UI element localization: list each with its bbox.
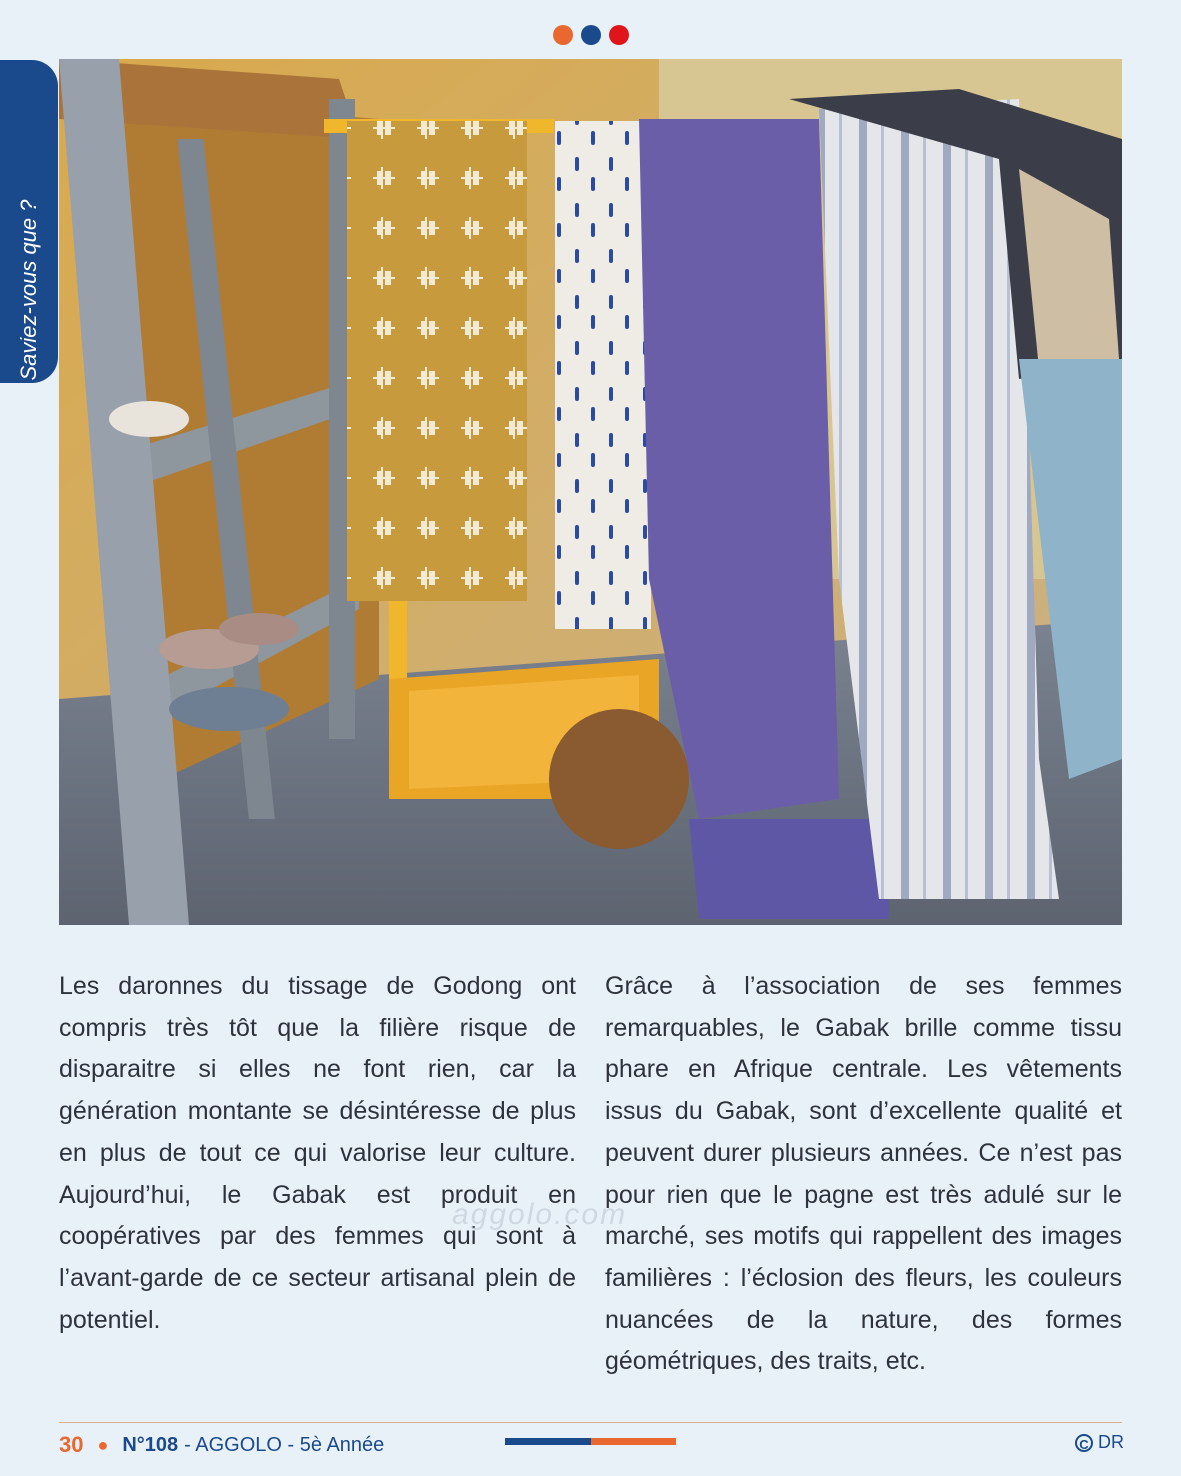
watermark: aggolo.com xyxy=(452,1198,628,1231)
publication-name: - AGGOLO - 5è Année xyxy=(184,1433,385,1456)
fabric-photo xyxy=(59,59,1122,925)
section-tab-label: Saviez-vous que ? xyxy=(16,199,41,381)
copyright-icon: C xyxy=(1075,1434,1093,1452)
photo-credit xyxy=(1075,1432,1124,1453)
footer-divider xyxy=(59,1422,1122,1423)
header-dots xyxy=(553,25,629,45)
issue-number: N°108 xyxy=(122,1433,179,1456)
footer-accent-blue xyxy=(505,1438,591,1445)
footer-accent-bar xyxy=(505,1438,676,1445)
section-tab xyxy=(0,60,58,383)
page-number: 30 xyxy=(59,1432,84,1457)
article-right-column: Grâce à l’association de ses femmes remarquables, le Gabak brille comme tissu phare en Afrique centrale. Les vêtements issus du Gabak, sont d’excellente qualité et peuvent durer plusieurs années. Ce n’est pas pour rien que le pagne est très adulé sur le marché, ses motifs qui rappellent des images familières : l’éclosion des fleurs, les couleurs nuancées de la nature, des formes géométriques, des traits, etc. xyxy=(605,972,1122,1376)
blue-dot xyxy=(581,25,601,45)
footer-accent-orange xyxy=(591,1438,676,1445)
bullet-icon: ● xyxy=(97,1434,109,1455)
orange-dot xyxy=(553,25,573,45)
credit-label: DR xyxy=(1098,1432,1124,1452)
red-dot xyxy=(609,25,629,45)
footer xyxy=(59,1430,384,1460)
article-left-column: Les daronnes du tissage de Godong ont compris très tôt que la filière risque de disparaitre si elles ne font rien, car la génération montante se désintéresse de plus en plus de tout ce qui valorise leur culture. Aujourd’hui, le Gabak est produit en coopératives par des femmes qui sont à l’avant-garde de ce secteur artisanal plein de potentiel. xyxy=(59,972,576,1334)
